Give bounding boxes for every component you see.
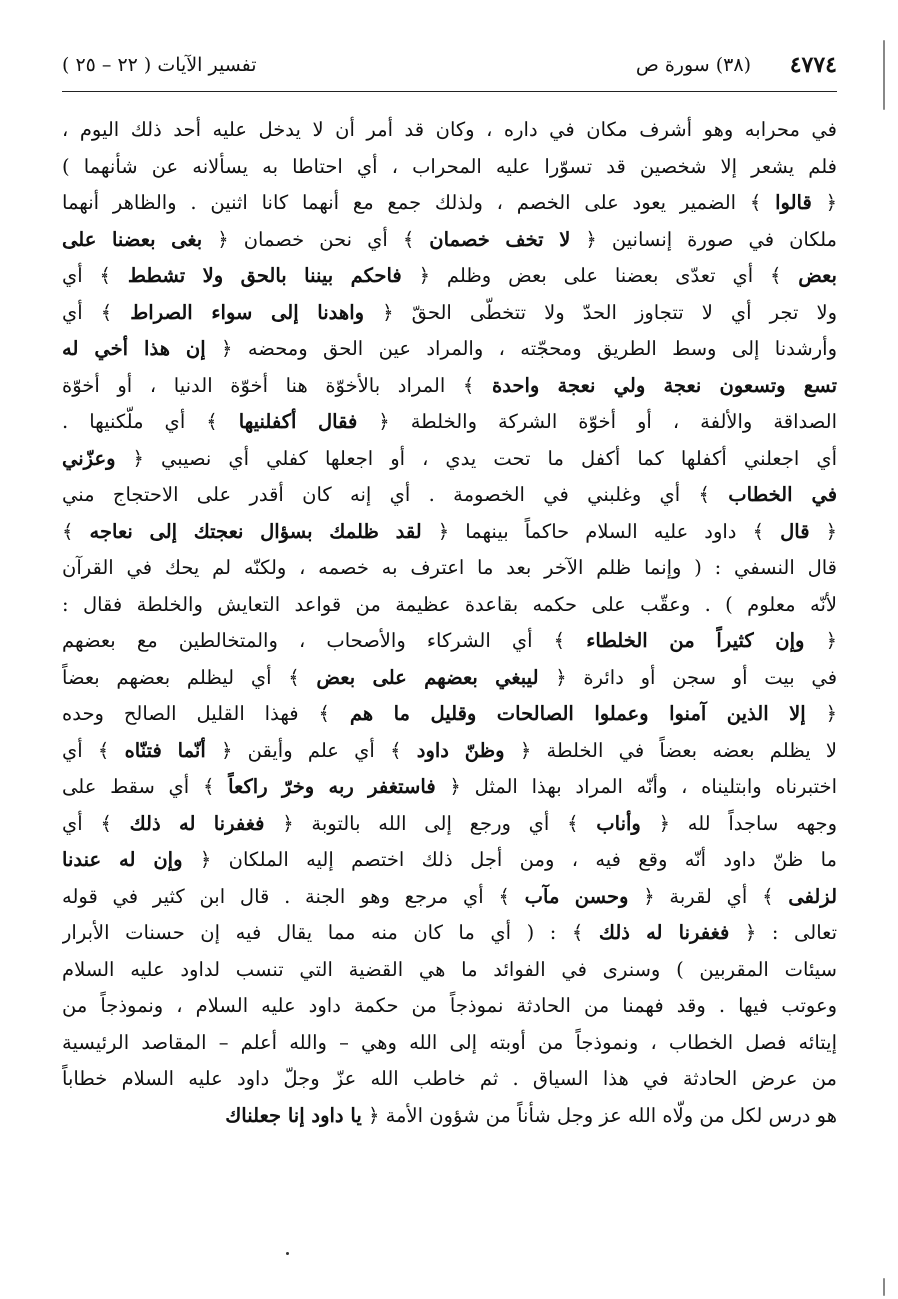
text-segment: الضمير يعود على الخصم ، ولذلك جمع مع أنهما كانا اثنين . والظاهر أنهما xyxy=(62,191,750,214)
ornate-bracket: ﴿ xyxy=(205,738,233,762)
text-segment: أي ليظلم بعضهم بعضاً xyxy=(62,665,289,689)
text-line xyxy=(62,915,837,952)
quran-quote: إن هذا أخي له xyxy=(62,337,206,360)
ornate-bracket: ﴾ xyxy=(462,373,492,397)
scan-edge-mark xyxy=(883,1278,885,1296)
text-segment: أي نحن خصمان xyxy=(228,227,403,251)
ornate-bracket: ﴾ xyxy=(769,264,799,287)
ornate-bracket: ﴿ xyxy=(811,191,837,214)
text-segment: أي xyxy=(62,300,101,324)
text-segment: اختبرناه وابتليناه ، وأنّه المراد بهذا المثل xyxy=(460,775,837,798)
ornate-bracket: ﴿ xyxy=(435,775,461,798)
text-line xyxy=(62,550,837,587)
text-segment: أي علم وأيقن xyxy=(232,738,391,762)
ornate-bracket: ﴾ xyxy=(288,665,317,689)
text-line xyxy=(62,514,837,551)
ornate-bracket: ﴾ xyxy=(318,702,350,725)
text-line xyxy=(62,660,837,697)
text-line xyxy=(62,149,837,186)
text-segment: : ( أي ما كان منه مما يقال فيه إن حسنات الأبرار xyxy=(62,921,572,944)
text-line xyxy=(62,879,837,916)
print-speck xyxy=(286,1252,289,1255)
quran-quote: واهدنا إلى سواء الصراط xyxy=(130,300,365,324)
text-segment: وعوتب فيها . وقد فهمنا من الحادثة نموذجاً من حكمة داود عليه السلام ، ونموذجاً من xyxy=(62,994,837,1017)
text-segment: من عرض الحادثة في هذا السياق . ثم خاطب الله عزّ وجلّ داود عليه السلام خطاباً xyxy=(62,1067,837,1090)
ornate-bracket: ﴾ xyxy=(553,629,587,652)
ornate-bracket: ﴾ xyxy=(571,921,599,944)
quran-quote: فغفرنا له ذلك xyxy=(129,811,265,835)
text-segment: المراد بالأخوّة هنا أخوّة الدنيا ، أو أخوّة xyxy=(62,373,463,397)
text-segment: هو درس لكل من ولّاه الله عز وجل شأناً من شؤون الأمة xyxy=(379,1103,837,1127)
text-segment: أي تعدّى بعضنا على بعض وظلم xyxy=(430,264,770,287)
ornate-bracket: ﴾ xyxy=(202,775,229,798)
text-line xyxy=(62,222,837,259)
text-line xyxy=(62,477,837,514)
ornate-bracket: ﴿ xyxy=(504,738,532,762)
quran-quote: وإن كثيراً من الخلطاء xyxy=(586,629,805,652)
quran-quote: تسع وتسعون نعجة ولي نعجة واحدة xyxy=(491,373,837,397)
ornate-bracket: ﴾ xyxy=(100,811,130,835)
text-segment: أي اجعلني أكفلها كما أكفل ما تحت يدي ، أو اجعلها كفلي أي نصيبي xyxy=(143,446,837,470)
ornate-bracket: ﴾ xyxy=(498,884,525,908)
quran-quote: قال xyxy=(780,519,810,543)
ornate-bracket: ﴿ xyxy=(182,848,212,871)
commentary-text xyxy=(62,112,837,1134)
ornate-bracket: ﴿ xyxy=(809,519,837,543)
scan-edge-mark xyxy=(883,40,885,110)
ornate-bracket: ﴿ xyxy=(729,921,757,944)
quran-quote: وحسن مآب xyxy=(524,884,629,908)
text-segment: أي لقربة xyxy=(654,884,763,908)
ornate-bracket: ﴿ xyxy=(401,264,430,287)
text-line xyxy=(62,258,837,295)
text-segment: في بيت أو سجن أو دائرة xyxy=(566,665,837,689)
ornate-bracket: ﴿ xyxy=(364,300,394,324)
text-segment: أي سقط على xyxy=(62,775,203,798)
text-segment: وجهه ساجداً لله xyxy=(670,811,837,835)
text-segment: أي ملّكنيها . xyxy=(62,410,207,433)
ornate-bracket: ﴿ xyxy=(538,665,567,689)
text-line xyxy=(62,842,837,879)
quran-quote: لا تخف خصمان xyxy=(429,227,571,251)
quran-quote: لزلفى xyxy=(788,884,837,908)
text-segment: أي xyxy=(62,264,100,287)
page-header xyxy=(62,52,837,86)
ornate-bracket: ﴾ xyxy=(752,519,781,543)
text-line xyxy=(62,733,837,770)
quran-quote: ليبغي بعضهم على بعض xyxy=(316,665,539,689)
text-line xyxy=(62,368,837,405)
ornate-bracket: ﴾ xyxy=(97,738,125,762)
text-segment: أي مرجع وهو الجنة . قال ابن كثير في قوله xyxy=(62,884,499,908)
text-segment: ولا تجر أي لا تتجاوز الحدّ ولا تتخطّى الحقّ xyxy=(393,300,837,324)
ornate-bracket: ﴾ xyxy=(99,264,128,287)
ornate-bracket: ﴿ xyxy=(264,811,294,835)
text-line xyxy=(62,1025,837,1062)
text-segment: قال النسفي : ( وإنما ظلم الآخر بعد ما اعترف به خصمه ، ولكنّه لم يحك في القرآن xyxy=(62,556,837,579)
text-segment: أي xyxy=(62,811,101,835)
ornate-bracket: ﴿ xyxy=(640,811,670,835)
quran-quote: بعض xyxy=(798,264,837,287)
ornate-bracket: ﴾ xyxy=(749,191,776,214)
text-line xyxy=(62,769,837,806)
ornate-bracket: ﴾ xyxy=(62,519,90,543)
text-line xyxy=(62,1098,837,1135)
surah-title: (٣٨) سورة ص xyxy=(635,54,751,76)
text-segment: أي ورجع إلى الله بالتوبة xyxy=(293,811,568,835)
header-divider xyxy=(62,91,837,92)
quran-quote: وظنّ داود xyxy=(416,738,505,762)
ornate-bracket: ﴾ xyxy=(762,884,789,908)
text-line xyxy=(62,331,837,368)
text-segment: أي xyxy=(62,738,98,762)
text-line xyxy=(62,952,837,989)
ornate-bracket: ﴾ xyxy=(100,300,131,324)
ornate-bracket: ﴿ xyxy=(361,1103,380,1127)
text-segment: أي وغلبني في الخصومة . أي إنه كان أقدر على الاحتجاج مني xyxy=(62,483,699,506)
text-line xyxy=(62,441,837,478)
text-segment: إيتائه فصل الخطاب ، ونموذجاً من أوبته إلى الله وهي – والله أعلم – المقاصد الرئيسية xyxy=(62,1030,837,1054)
quran-quote: فاستغفر ربه وخرّ راكعاً xyxy=(228,775,436,798)
verses-title: تفسير الآيات ( ٢٢ – ٢٥ ) xyxy=(62,54,257,76)
ornate-bracket: ﴾ xyxy=(567,811,597,835)
quran-quote: فاحكم بيننا بالحق ولا تشطط xyxy=(127,264,402,287)
text-segment: ملكان في صورة إنسانين xyxy=(596,227,837,251)
text-segment: سيئات المقربين ) وسنرى في الفوائد ما هي القضية التي تنسب لداود عليه السلام xyxy=(62,957,837,981)
quran-quote: في الخطاب xyxy=(728,483,837,506)
text-line xyxy=(62,295,837,332)
quran-quote: وعزّني xyxy=(62,446,116,470)
ornate-bracket: ﴿ xyxy=(205,337,233,360)
ornate-bracket: ﴿ xyxy=(628,884,655,908)
quran-quote: إلا الذين آمنوا وعملوا الصالحات وقليل ما هم xyxy=(349,702,806,725)
text-line xyxy=(62,623,837,660)
quran-quote: فغفرنا له ذلك xyxy=(598,921,730,944)
ornate-bracket: ﴿ xyxy=(421,519,450,543)
text-line xyxy=(62,112,837,149)
text-line xyxy=(62,404,837,441)
text-line xyxy=(62,1061,837,1098)
ornate-bracket: ﴾ xyxy=(698,483,729,506)
text-line xyxy=(62,988,837,1025)
quran-quote: قالوا xyxy=(775,191,812,214)
text-segment: فهذا القليل الصالح وحده xyxy=(62,702,319,725)
text-line xyxy=(62,806,837,843)
text-segment: فلم يشعر إلا شخصين قد تسوّرا عليه المحراب ، أي احتاطا به يسألانه عن شأنهما ) xyxy=(62,154,837,178)
quran-quote: وإن له عندنا xyxy=(62,848,183,871)
text-segment: داود عليه السلام حاكماً بينهما xyxy=(449,519,753,543)
page-number: ٤٧٧٤ xyxy=(789,52,837,78)
ornate-bracket: ﴿ xyxy=(570,227,597,251)
ornate-bracket: ﴾ xyxy=(390,738,417,762)
text-line xyxy=(62,587,837,624)
quran-quote: بغى بعضنا على xyxy=(62,227,203,251)
ornate-bracket: ﴿ xyxy=(804,629,837,652)
ornate-bracket: ﴿ xyxy=(202,227,229,251)
ornate-bracket: ﴾ xyxy=(402,227,430,251)
quran-quote: فقال أكفلنيها xyxy=(238,410,358,433)
ornate-bracket: ﴾ xyxy=(206,410,239,433)
text-line xyxy=(62,696,837,733)
text-segment: في محرابه وهو أشرف مكان في داره ، وكان قد أمر أن لا يدخل عليه أحد ذلك اليوم ، xyxy=(62,118,837,141)
text-segment: تعالى : xyxy=(756,921,837,944)
quran-quote: أنّما فتنّاه xyxy=(124,738,206,762)
text-line xyxy=(62,185,837,222)
text-segment: لأنّه معلوم ) . وعقّب على حكمه بقاعدة عظيمة من قواعد التعايش والخلطة فقال : xyxy=(62,592,837,616)
text-segment: ما ظنّ داود أنّه وقع فيه ، ومن أجل ذلك اختصم إليه الملكان xyxy=(211,848,837,871)
text-segment: وأرشدنا إلى وسط الطريق ومحجّته ، والمراد عين الحق ومحضه xyxy=(232,337,837,360)
text-segment: لا يظلم بعضه بعضاً في الخلطة xyxy=(531,738,837,762)
ornate-bracket: ﴿ xyxy=(805,702,837,725)
ornate-bracket: ﴿ xyxy=(357,410,390,433)
quran-quote: يا داود إنا جعلناك xyxy=(225,1103,362,1127)
text-segment: الصداقة والألفة ، أو أخوّة الشركة والخلطة xyxy=(389,410,837,433)
quran-quote: لقد ظلمك بسؤال نعجتك إلى نعاجه xyxy=(89,519,422,543)
text-segment: أي الشركاء والأصحاب ، والمتخالطين مع بعضهم xyxy=(62,629,554,652)
quran-quote: وأناب xyxy=(596,811,641,835)
ornate-bracket: ﴿ xyxy=(115,446,144,470)
